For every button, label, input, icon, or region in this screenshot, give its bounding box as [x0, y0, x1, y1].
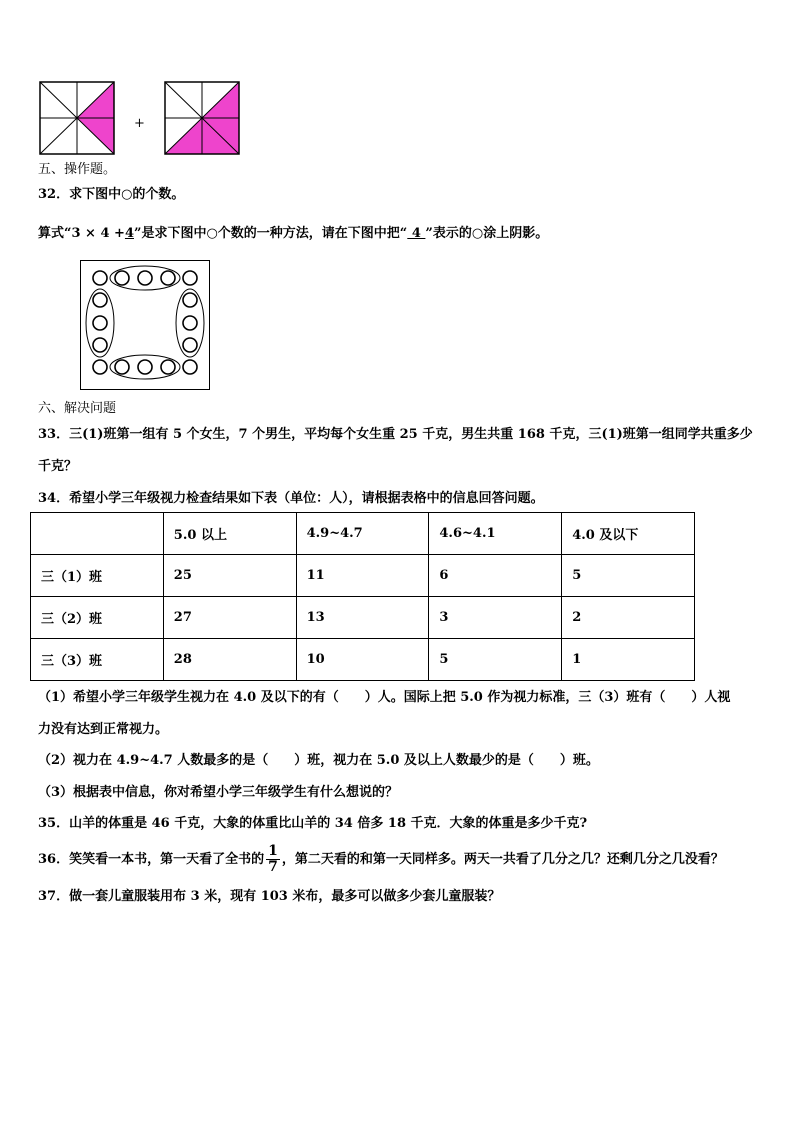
table-cell: 三（2）班 — [31, 597, 164, 639]
table-cell: 11 — [296, 555, 429, 597]
section6-heading: 六、解决问题 — [38, 401, 117, 416]
right-square — [165, 82, 239, 154]
q34-title: 34．希望小学三年级视力检查结果如下表（单位：人），请根据表格中的信息回答问题。 — [38, 491, 544, 506]
circle — [115, 360, 129, 374]
table-row — [31, 555, 695, 597]
circle — [93, 271, 107, 285]
circle — [183, 360, 197, 374]
left-square — [40, 82, 114, 154]
table-header-cell: 4.0 及以下 — [562, 513, 695, 555]
circle — [138, 360, 152, 374]
q35: 35．山羊的体重是 46 千克，大象的体重比山羊的 34 倍多 18 千克．大象的体重是多少千克? — [38, 816, 588, 831]
circle — [93, 360, 107, 374]
q34-3: （3）根据表中信息，你对希望小学三年级学生有什么想说的？ — [38, 785, 399, 800]
q32-title: 32．求下图中○的个数。 — [38, 187, 185, 202]
circle — [161, 271, 175, 285]
circles-figure[interactable] — [80, 260, 211, 391]
circle — [93, 316, 107, 330]
q36: 36．笑笑看一本书，第一天看了全书的 $\frac{1}{7}$ ，第二天看的和第一天同样多。两天一共看了几分之几？还剩几分之几没看？ — [38, 843, 724, 875]
table-row — [31, 597, 695, 639]
table-cell: 10 — [296, 639, 429, 681]
table-header-row — [31, 513, 695, 555]
vision-table — [30, 512, 695, 681]
table-cell: 13 — [296, 597, 429, 639]
table-cell: 2 — [562, 597, 695, 639]
circle — [183, 271, 197, 285]
table-cell: 28 — [163, 639, 296, 681]
table-cell: 三（3）班 — [31, 639, 164, 681]
circle — [93, 293, 107, 307]
table-row — [31, 639, 695, 681]
fraction-one-seventh: $\frac{1}{7}$ — [268, 843, 278, 875]
section5-heading: 五、操作题。 — [38, 162, 117, 177]
table-cell: 5 — [562, 555, 695, 597]
circle — [183, 293, 197, 307]
circle — [183, 338, 197, 352]
q33-line1: 33．三(1)班第一组有 5 个女生，7 个男生，平均每个女生重 25 千克，男生共重 168 千克，三(1)班第一组同学共重多少 — [38, 427, 753, 442]
table-header-cell — [31, 513, 164, 555]
circle — [138, 271, 152, 285]
q33-line2: 千克？ — [38, 459, 78, 474]
table-cell: 25 — [163, 555, 296, 597]
circle — [161, 360, 175, 374]
circle — [183, 316, 197, 330]
q32-text: 算式“3 × 4 +4”是求下图中○个数的一种方法，请在下图中把“ 4 ”表示的○涂上阴影。 — [38, 226, 549, 241]
table-header-cell: 4.9~4.7 — [296, 513, 429, 555]
q34-1-line1: （1）希望小学三年级学生视力在 4.0 及以下的有（ ）人。国际上把 5.0 作为视力标准，三（3）班有（ ）人视 — [38, 690, 731, 705]
plus-sign: + — [134, 116, 145, 131]
circle — [115, 271, 129, 285]
table-header-cell: 4.6~4.1 — [429, 513, 562, 555]
q34-2: （2）视力在 4.9~4.7 人数最多的是（ ）班，视力在 5.0 及以上人数最少的是（ ）班。 — [38, 753, 599, 768]
table-cell: 1 — [562, 639, 695, 681]
q34-1-line2: 力没有达到正常视力。 — [38, 722, 169, 737]
table-cell: 27 — [163, 597, 296, 639]
table-cell: 3 — [429, 597, 562, 639]
table-cell: 三（1）班 — [31, 555, 164, 597]
circle — [93, 338, 107, 352]
table-cell: 6 — [429, 555, 562, 597]
table-header-cell: 5.0 以上 — [163, 513, 296, 555]
table-cell: 5 — [429, 639, 562, 681]
q37: 37．做一套儿童服装用布 3 米，现有 103 米布，最多可以做多少套儿童服装？ — [38, 889, 501, 904]
